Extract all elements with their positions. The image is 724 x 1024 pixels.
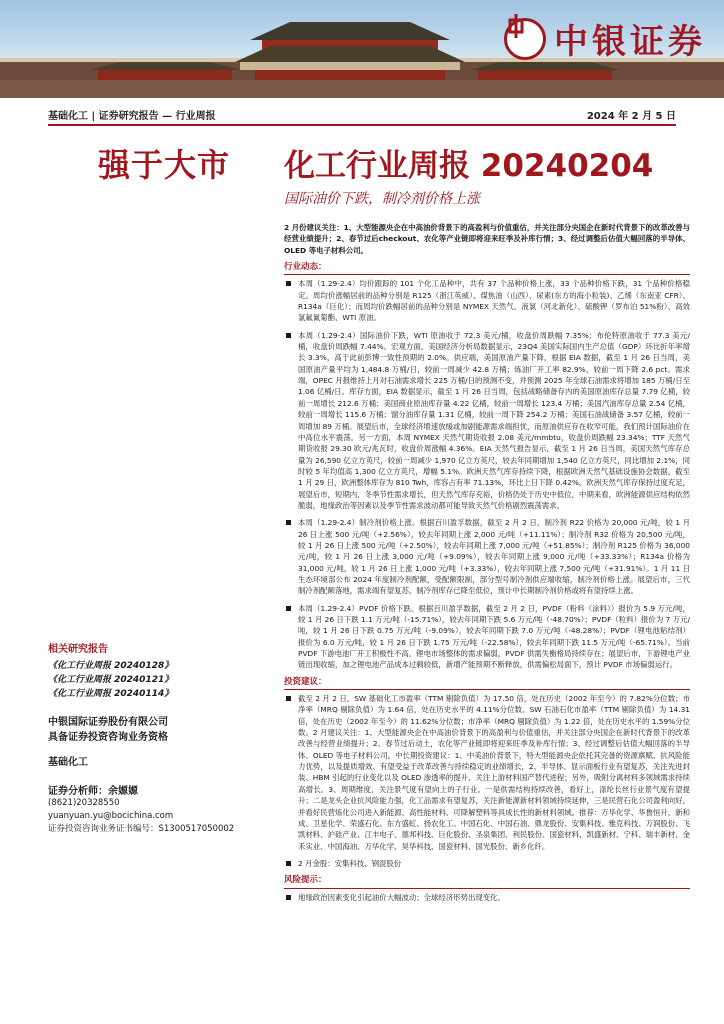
section-title-advice: 投资建议： [284, 676, 327, 687]
report-body [284, 222, 690, 909]
sidebar [48, 640, 273, 836]
section-title-risk: 风险提示： [284, 875, 327, 886]
section-divider [284, 689, 690, 690]
industry-category: 基础化工 [48, 757, 88, 768]
summary: 2 月份建议关注：1、大型能源央企在中高油价背景下的高盈利与价值重估，并关注部分央国企在新时代背景下的改革改善与经营业绩提升；2、春节过后checkout、农化等产业链即将迎来旺季及补库行情；3、经过调整后估值大幅回落的半导体、OLED 等电子材料公司。 [284, 223, 690, 255]
related-report-link[interactable]: 《化工行业周报 20240121》 [48, 675, 174, 685]
list-item: 本周（1.29-2.4）均价跟踪的 101 个化工品种中，共有 37 个品种价格上涨，33 个品种价格下跌，31 个品种价格稳定。周均价涨幅居前的品种分别是 R125（浙江英威）、煤焦油（山西）、尿素(东方的海小粒装)、乙烯（东南亚 CFR）、R134a（巨化）；而周均价跌幅居前的品种分别是 NYMEX 天然气、液氯（河北新化）、硫酸钾（罗布泊 51%粉）、高效氯氟氰菊酯、WTI 原油。 [284, 278, 690, 323]
section-divider [284, 274, 690, 275]
list-item: 本周（1.29-2.4）国际油价下跌，WTI 原油收于 72.3 美元/桶，收盘价周跌幅 7.35%；布伦特原油收于 77.3 美元/桶，收盘价周跌幅 7.44%。宏观方面，美国经济分析局数据显示，23Q4 美国实际国内生产总值（GDP）环比折年率增长 3.3%，高于此前彭博一致性预期的 2.0%。供应端，美国原油产量下降，根据 EIA 数据，截至 1 月 26 日当周，美国原油产量平均为 1,484.8 万桶/日，较前一周减少 42.8 万桶；炼油厂开工率 82.9%，较前一周下降 2.6 pct。需求端，OPEC 月报维持上月对石油需求增长 225 万桶/日的预测不变，并预测 2025 年全球石油需求将增加 185 万桶/日至 1.06 亿桶/日。库存方面，EIA 数据显示，截至 1 月 26 日当周，包括战略储备存内的美国原油库存总量 7.79 亿桶，较前一周增长 212.6 万桶；美国商业原油库存量 4.22 亿桶，较前一周增长 123.4 万桶；美国汽油库存总量 2.54 亿桶，较前一周增长 115.6 万桶；馏分油库存量 1.31 亿桶，较前一周下降 254.2 万桶；美国石油战储备 3.57 亿桶，较前一周增加 89 万桶。展望后市，全球经济增速放缓或加剧能源需求端担忧，而原油供应存在收窄可能，我们预计国际油价在中高位水平震荡。另一方面，本周 NYMEX 天然气期货收报 2.08 美元/mmbtu，收盘价周跌幅 23.34%；TTF 天然气期货收报 29.30 欧元/兆瓦时，收盘价周涨幅 4.36%。EIA 天然气报告显示，截至 1 月 26 日当周，美国天然气库存总量为 26,590 亿立方英尺，较前一周减少 1,970 亿立方英尺，较去年同期增加 1,540 亿立方英尺，同比增加 2.1%，同时较 5 年均值高 1,300 亿立方英尺，增幅 5.1%。欧洲天然气库存持续下降，根据欧洲天然气基础设施协会数据，截至 1 月 29 日，欧洲整体库存为 810 Twh，库容占有率 71.13%，环比上日下降 0.42%。欧洲天然气库存保持过度充足，展望后市，短期内，冬季节性需求增长，但天然气库存充裕，价格仍处于历史中低位，中期来看，欧洲能源供应结构依然脆弱，地缘政治等因素以及季节性需求波动都可能导致天然气价格剧烈震荡需求。 [284, 330, 690, 512]
related-report-link[interactable]: 《化工行业周报 20240114》 [48, 689, 174, 699]
section-divider [284, 888, 690, 889]
report-subheader [48, 104, 676, 124]
rating: 强于大市 [98, 146, 231, 184]
list-item: 截至 2 月 2 日，SW 基础化工市盈率（TTM 剔除负值）为 17.50 倍，处在历史（2002 年至今）的 7.82%分位数；市净率（MRQ 剔除负值）为 1.64 倍，处在历史水平的 4.11%分位数。SW 石油石化市盈率（TTM 剔除负值）为 14.31 倍，处在历史（2002 年至今）的 11.62%分位数；市净率（MRQ 剔除负值）为 1.22 倍，处在历史水平的 1.59%分位数。2 月建议关注：1、大型能源央企在中高油价背景下的高盈利与价值重估，并关注部分央国企在新时代背景下的改革改善与经营业绩提升；2、春节过后动土，农化等产业链即将迎来旺季及补库行情；3、经过调整后估值大幅回落的半导体、OLED 等电子材料公司。中长期投资建议：1、中美油价背景下，特大型能源央企依托其完备的资源禀赋、抗风险能力优势，以及提质增效、有望受益于改革改善与持续稳定的业绩增长，2、半导体、显示面板行业有望复苏，关注先进封装、HBM 引起的行业变化以及 OLED 渗透率的提升，关注上游材料国产替代进程；另外，吸附分离材料多领域需求持续高增长。3、周期维度，关注景气度有望向上的子行业。一是供需结构持续改善，看好上，涤纶长丝行业景气度有望提升；二是龙头企业抗风险能力强，化工品需求有望复苏，关注新能源新材料领域持续延伸，三是民营石化公司盈利向好，并看好民营炼化公司进入新能源、高性能材料、可降解塑料等具成长性的新材料领域。推荐：万华化学、华鲁恒升、新和成、卫星化学、荣盛石化、东方盛虹、扬农化工、中国石化、中国石油、鼎龙股份、安集科技、雅克科技、万润股份、飞凯材料、沪硅产业、江丰电子、德邦科技、巨化股份、圣泉集团、利民股份、国瓷材料、凯盛新材、宁科、瑞丰新材、金禾实业、中国海油、万华化学、昊华科技、国瓷材料、国光股份、新乡化纤。 [284, 693, 690, 852]
related-report-link[interactable]: 《化工行业周报 20240128》 [48, 661, 174, 671]
section-title-dynamics: 行业动态： [284, 262, 327, 273]
page-subtitle: 国际油价下跌，制冷剂价格上涨 [284, 191, 480, 207]
analyst-email[interactable]: yuanyuan.yu@bocichina.com [48, 811, 174, 821]
related-reports-title: 相关研究报告 [48, 644, 108, 655]
report-date: 2024 年 2 月 5 日 [586, 110, 676, 122]
page-title: 化工行业周报 20240204 [284, 148, 654, 184]
list-item: 本周（1.29-2.4）制冷剂价格上涨。根据百川盈孚数据，截至 2 月 2 日，制冷剂 R22 价格为 20,000 元/吨，较 1 月 26 日上涨 500 元/吨（+2.56%），较去年同期上涨 2,000 元/吨（+11.11%）；制冷剂 R32 价格为 20,500 元/吨，较 1 月 26 日上涨 500 元/吨（+2.50%），较去年同期上涨 7,000 元/吨（+51.85%）；制冷剂 R125 价格为 36,000 元/吨，较 1 月 26 日上涨 3,000 元/吨（+9.09%），较去年同期上涨 9,000 元/吨（+33.33%）；R134a 价格为 31,000 元/吨，较 1 月 26 日上涨 1,000 元/吨（+3.33%），较去年同期上涨 7,500 元/吨（+31.91%）。1 月 11 日生态环境部公布 2024 年度制冷剂配额，受配额限制，部分型号制冷剂供应端收缩，制冷剂价格上涨。展望后市，三代制冷剂配额落地，需求端有望复苏，制冷剂库存已降至低位，预计中长期制冷剂价格或将有望持续上涨。 [284, 517, 690, 596]
analyst-name: 证券分析师：余嫄嫄 [48, 786, 138, 797]
list-item: 2 月金股：安集科技、钢混股份 [284, 858, 690, 869]
company-logo [504, 14, 706, 63]
org-name: 中银国际证券股份有限公司 [48, 717, 168, 728]
org-qualification: 具备证券投资咨询业务资格 [48, 732, 168, 743]
analyst-phone: (8621)20328550 [48, 798, 120, 808]
boc-logo-icon [504, 18, 546, 60]
list-item: 本周（1.29-2.4）PVDF 价格下跌。根据百川盈孚数据，截至 2 月 2 日，PVDF（粉料（涂料））报价为 5.9 万元/吨，较 1 月 26 日下跌 1.1 万元/吨（-15.71%），较去年同期下跌 5.6 万元/吨（-48.70%）；PVDF（粒料）报价为 7 万元/吨，较 1 月 26 日下跌 0.75 万元/吨（-9.09%），较去年同期下跌 7.0 万元/吨（-48.28%）；PVDF（锂电池粘结剂）报价为 6.0 万元/吨，较 1 月 26 日下跌 1.75 万元/吨（-22.58%），较去年同期下跌 11.5 万元/吨（-65.71%）。当前 PVDF 下游电池厂开工积极性不高，锂电市场整体的需求偏弱，PVDF 供需失衡格局持续存在；展望后市，下游锂电产业链出现收缩，加之锂电池产品成本过剩较低，新增产能预期不断释放，供需偏松局面下，预计 PVDF 市场偏弱运行。 [284, 603, 690, 671]
analyst-license: 证券投资咨询业务证书编号：S1300517050002 [48, 824, 235, 834]
header-banner [0, 0, 724, 98]
header-divider [48, 124, 676, 126]
breadcrumb: 基础化工 | 证券研究报告 — 行业周报 [48, 110, 216, 122]
list-item: 地缘政治因素变化引起油价大幅波动；全球经济形势出现变化。 [284, 892, 690, 903]
logo-text: 中银证券 [554, 22, 706, 62]
